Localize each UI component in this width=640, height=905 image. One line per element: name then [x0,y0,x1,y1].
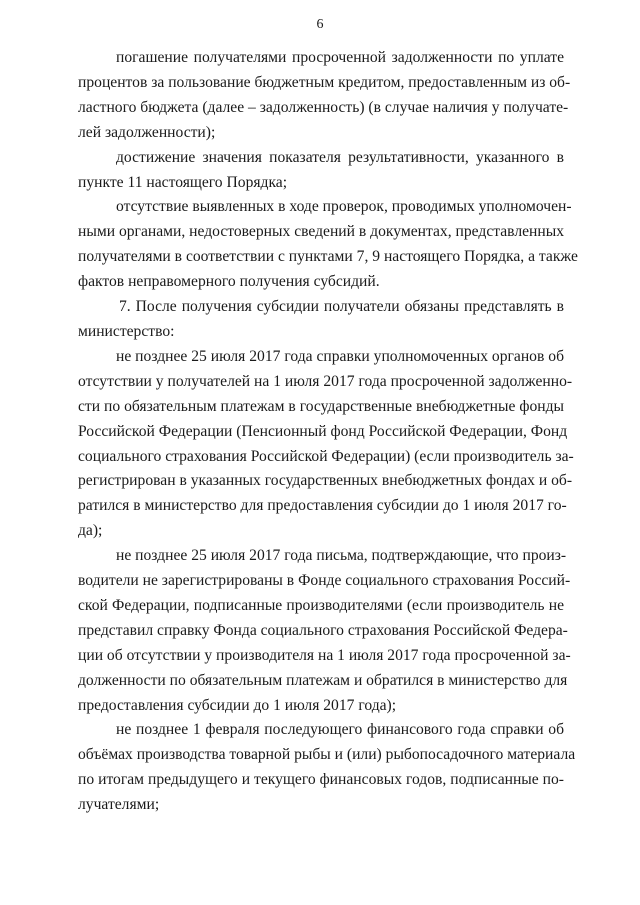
text-line: регистрирован в указанных государственных внебюджетных фондах и об- [78,472,573,490]
text-line: 7. После получения субсидии получатели обязаны представлять в [119,298,564,316]
text-line: не позднее 25 июля 2017 года письма, подтверждающие, что произ- [116,547,567,565]
text-line: водители не зарегистрированы в Фонде социального страхования Россий- [78,572,571,590]
text-line: ными органами, недостоверных сведений в документах, представленных [78,223,564,241]
paragraph-production-volumes [78,718,576,818]
text-line: ластного бюджета (далее – задолженность) (в случае наличия у получате- [78,98,569,116]
text-line: лучателями; [78,796,160,814]
text-line: процентов за пользование бюджетным кредитом, предоставленным из об- [78,73,571,91]
text-line: пункте 11 настоящего Порядка; [78,173,288,191]
text-line: погашение получателями просроченной задолженности по уплате [116,49,564,66]
text-line: объёмах производства товарной рыбы и (или) рыбопосадочного материала [78,746,576,764]
text-line: ской Федерации, подписанные производителями (если производитель не [78,596,564,614]
text-line: отсутствии у получателей на 1 июля 2017 года просроченной задолженно- [78,372,573,390]
text-line: ции об отсутствии у производителя на 1 июля 2017 года просроченной за- [78,646,571,664]
text-line: не позднее 1 февраля последующего финансового года справки об [116,721,564,739]
text-line: достижение значения показателя результативности, указанного в [116,148,564,166]
text-line: министерство: [78,322,175,340]
text-line: отсутствие выявленных в ходе проверок, проводимых уполномочен- [116,198,572,216]
text-line: долженности по обязательным платежам и обратился в министерство для [78,671,568,689]
text-line: предоставления субсидии до 1 июля 2017 года); [78,696,397,714]
text-line: получателями в соответствии с пунктами 7, 9 настоящего Порядка, а также [78,248,578,266]
document-body [78,46,578,818]
text-line: сти по обязательным платежам в государственные внебюджетные фонды [78,397,564,415]
text-line: да); [78,522,103,540]
text-line: фактов неправомерного получения субсидий. [78,273,380,291]
text-line: лей задолженности); [78,123,216,141]
paragraph-debt-repayment [78,46,571,146]
paragraph-result-indicator [78,146,564,196]
paragraph-no-false-info [78,195,578,295]
paragraph-item-7 [78,295,564,345]
text-line: Российской Федерации (Пенсионный фонд Российской Федерации, Фонд [78,422,568,440]
page-number: 6 [316,17,324,32]
text-line: по итогам предыдущего и текущего финансовых годов, подписанные по- [78,771,564,789]
paragraph-certificates-july [78,345,574,544]
text-line: социального страхования Российской Федерации) (если производитель за- [78,447,574,465]
text-line: представил справку Фонда социального страхования Российской Федера- [78,621,568,639]
text-line: ратился в министерство для предоставления субсидии до 1 июля 2017 го- [78,497,567,515]
paragraph-letters-july [78,544,571,718]
text-line: не позднее 25 июля 2017 года справки уполномоченных органов об [116,347,564,365]
